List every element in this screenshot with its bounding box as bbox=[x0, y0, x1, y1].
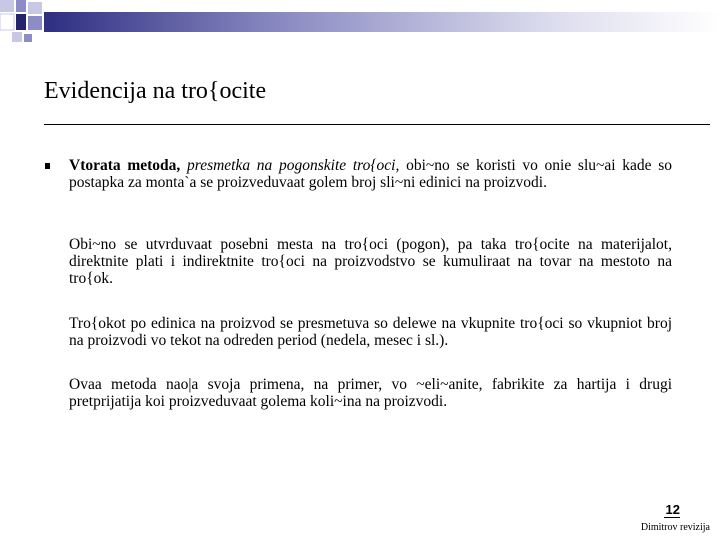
deco-square bbox=[24, 34, 32, 42]
deco-square bbox=[0, 14, 14, 30]
page-number: 12 bbox=[665, 502, 680, 517]
footer-divider bbox=[664, 517, 680, 518]
footer-text: Dimitrov revizija bbox=[640, 522, 710, 533]
paragraph: Ovaa metoda nao|a svoja primena, na primer, vo ~eli~anite, fabrikite za hartija i drugi pretprijatija koi proizveduvaat golema koli~ina na proizvodi. bbox=[69, 376, 672, 410]
deco-square bbox=[16, 0, 26, 12]
header-gradient-bar bbox=[44, 12, 720, 32]
deco-square bbox=[28, 2, 42, 14]
bullet-italic-part: presmetka na pogonskite tro{oci, bbox=[180, 157, 400, 174]
bullet-rest: obi~no se koristi vo onie slu~ai kade so postapka za monta`a se proizveduvaat golem broj sli~ni edinici na proizvodi. bbox=[69, 157, 672, 191]
bullet-paragraph bbox=[69, 157, 672, 191]
title-underline bbox=[44, 124, 710, 125]
deco-square bbox=[0, 0, 14, 12]
deco-square bbox=[16, 14, 26, 30]
paragraph: Tro{okot po edinica na proizvod se presmetuva so delewe na vkupnite tro{oci so vkupniot broj na proizvodi vo tekot na odreden period (nedela, mesec i sl.). bbox=[69, 315, 672, 349]
header-decoration bbox=[0, 0, 720, 50]
bullet-bold-lead: Vtorata metoda, bbox=[69, 157, 181, 174]
paragraph: Obi~no se utvrduvaat posebni mesta na tro{oci (pogon), pa taka tro{ocite na materijalot, direktnite plati i indirektnite tro{oci na proizvodstvo se kumuliraat na tovar na mestoto na tro{ok. bbox=[69, 236, 672, 287]
deco-square bbox=[12, 32, 22, 42]
bullet-square-icon bbox=[45, 163, 50, 169]
slide-title: Evidencija na tro{ocite bbox=[44, 78, 267, 104]
deco-square bbox=[28, 16, 42, 30]
